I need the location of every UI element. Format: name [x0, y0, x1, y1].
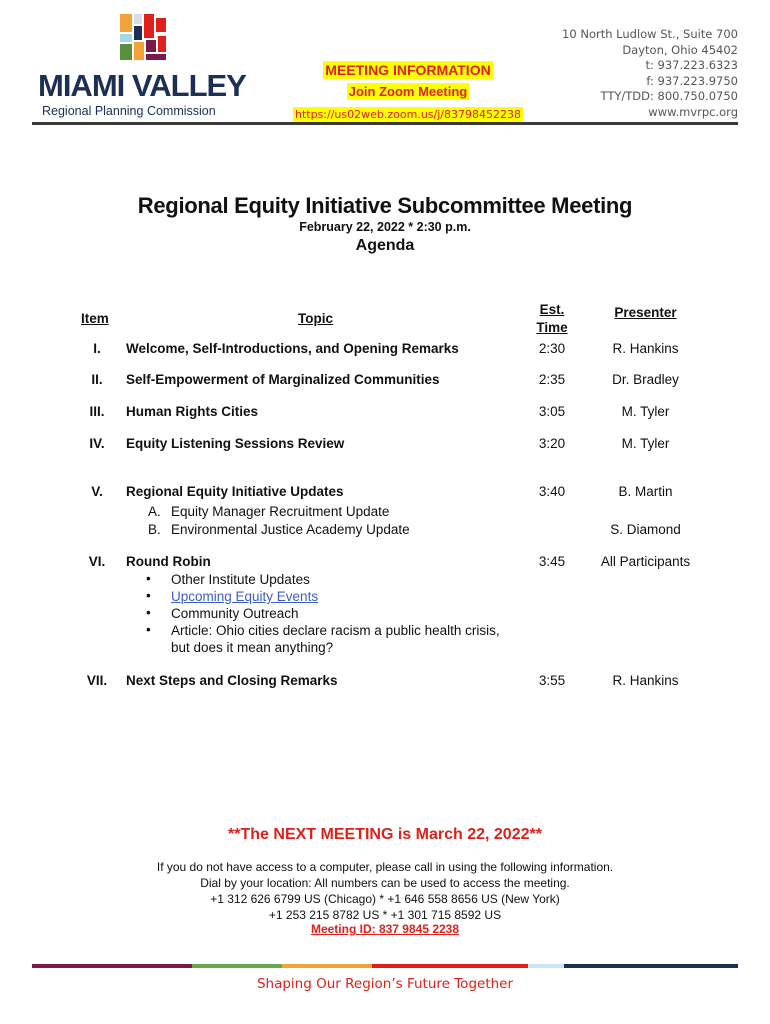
row-time: 2:30: [538, 341, 566, 356]
tagline: Shaping Our Region’s Future Together: [256, 976, 514, 992]
row-presenter: R. Hankins: [612, 341, 679, 356]
subitem-label: B.: [148, 522, 161, 537]
org-subtitle: Regional Planning Commission: [42, 104, 216, 118]
address-website[interactable]: www.mvrpc.org: [648, 104, 738, 119]
meeting-info-box: [288, 61, 528, 123]
subitem-presenter: S. Diamond: [610, 522, 681, 537]
row-topic: Round Robin: [126, 554, 211, 569]
row-topic: Welcome, Self-Introductions, and Opening Remarks: [126, 341, 459, 356]
row-topic: Next Steps and Closing Remarks: [126, 673, 338, 688]
org-address: [562, 27, 738, 120]
row-time: 2:35: [538, 372, 566, 387]
dial-info-line: If you do not have access to a computer, please call in using the following information.: [156, 860, 614, 874]
footer-divider-segment: [282, 964, 372, 968]
document-date-time: February 22, 2022 * 2:30 p.m.: [299, 220, 471, 234]
footer-divider-segment: [192, 964, 282, 968]
row-number: I.: [93, 341, 101, 356]
agenda-heading: Agenda: [355, 237, 415, 254]
bullet-item: Article: Ohio cities declare racism a public health crisis,: [171, 623, 500, 638]
row-presenter: M. Tyler: [621, 404, 670, 419]
upcoming-events-link[interactable]: Upcoming Equity Events: [171, 589, 319, 604]
row-number: IV.: [89, 436, 105, 451]
row-number: II.: [91, 372, 103, 387]
zoom-link[interactable]: https://us02web.zoom.us/j/83798452238: [295, 108, 521, 121]
address-city: Dayton, Ohio 45402: [622, 42, 738, 57]
bullet-item-continuation: but does it mean anything?: [171, 640, 334, 655]
subitem-label: A.: [148, 504, 161, 519]
row-time: 3:45: [538, 554, 566, 569]
bullet-icon: •: [146, 622, 151, 637]
subitem-text: Equity Manager Recruitment Update: [171, 504, 390, 519]
header-time-line1: Est.: [539, 302, 565, 317]
row-time: 3:55: [538, 673, 566, 688]
document-title: Regional Equity Initiative Subcommittee Meeting: [137, 193, 633, 218]
row-presenter: R. Hankins: [612, 673, 679, 688]
meeting-id: Meeting ID: 837 9845 2238: [310, 922, 460, 936]
row-number: V.: [91, 484, 103, 499]
org-logo: [38, 14, 248, 118]
header-time-line2: Time: [536, 320, 568, 335]
row-presenter: Dr. Bradley: [612, 372, 679, 387]
row-presenter: All Participants: [600, 554, 691, 569]
bullet-icon: •: [146, 571, 151, 586]
subitem-text: Environmental Justice Academy Update: [171, 522, 410, 537]
header-item: Item: [81, 311, 109, 326]
row-time: 3:05: [538, 404, 566, 419]
bullet-icon: •: [146, 605, 151, 620]
row-presenter: B. Martin: [618, 484, 673, 499]
header-divider: [32, 122, 738, 125]
next-meeting-notice: **The NEXT MEETING is March 22, 2022**: [228, 826, 542, 843]
bullet-item: Community Outreach: [171, 606, 299, 621]
row-number: VI.: [88, 554, 106, 569]
footer-divider-segment: [372, 964, 528, 968]
row-presenter: M. Tyler: [621, 436, 670, 451]
dial-info-line: Dial by your location: All numbers can be used to access the meeting.: [200, 876, 570, 890]
dial-info-line: +1 253 215 8782 US * +1 301 715 8592 US: [268, 908, 502, 922]
address-street: 10 North Ludlow St., Suite 700: [562, 27, 738, 41]
header-topic: Topic: [298, 311, 333, 326]
address-tty: TTY/TDD: 800.750.0750: [600, 89, 738, 103]
logo-mark-icon: [120, 14, 166, 62]
bullet-item: Other Institute Updates: [171, 572, 310, 587]
row-time: 3:40: [538, 484, 566, 499]
footer-divider-segment: [528, 964, 564, 968]
row-time: 3:20: [538, 436, 566, 451]
address-fax: f: 937.223.9750: [646, 73, 738, 88]
row-topic: Human Rights Cities: [126, 404, 259, 419]
header-presenter: Presenter: [614, 305, 677, 320]
row-number: III.: [89, 404, 105, 419]
bullet-icon: •: [146, 588, 151, 603]
row-topic: Self-Empowerment of Marginalized Communities: [126, 372, 440, 387]
footer-divider-segment: [564, 964, 738, 968]
row-number: VII.: [86, 673, 108, 688]
join-zoom-label: Join Zoom Meeting: [348, 84, 468, 99]
dial-info-line: +1 312 626 6799 US (Chicago) * +1 646 558 8656 US (New York): [210, 892, 560, 906]
footer-divider-segment: [32, 964, 192, 968]
row-topic: Regional Equity Initiative Updates: [126, 484, 344, 499]
address-phone: t: 937.223.6323: [645, 58, 738, 72]
meeting-info-title: MEETING INFORMATION: [325, 62, 491, 78]
row-topic: Equity Listening Sessions Review: [126, 436, 345, 451]
org-name: MIAMI VALLEY: [38, 68, 246, 103]
